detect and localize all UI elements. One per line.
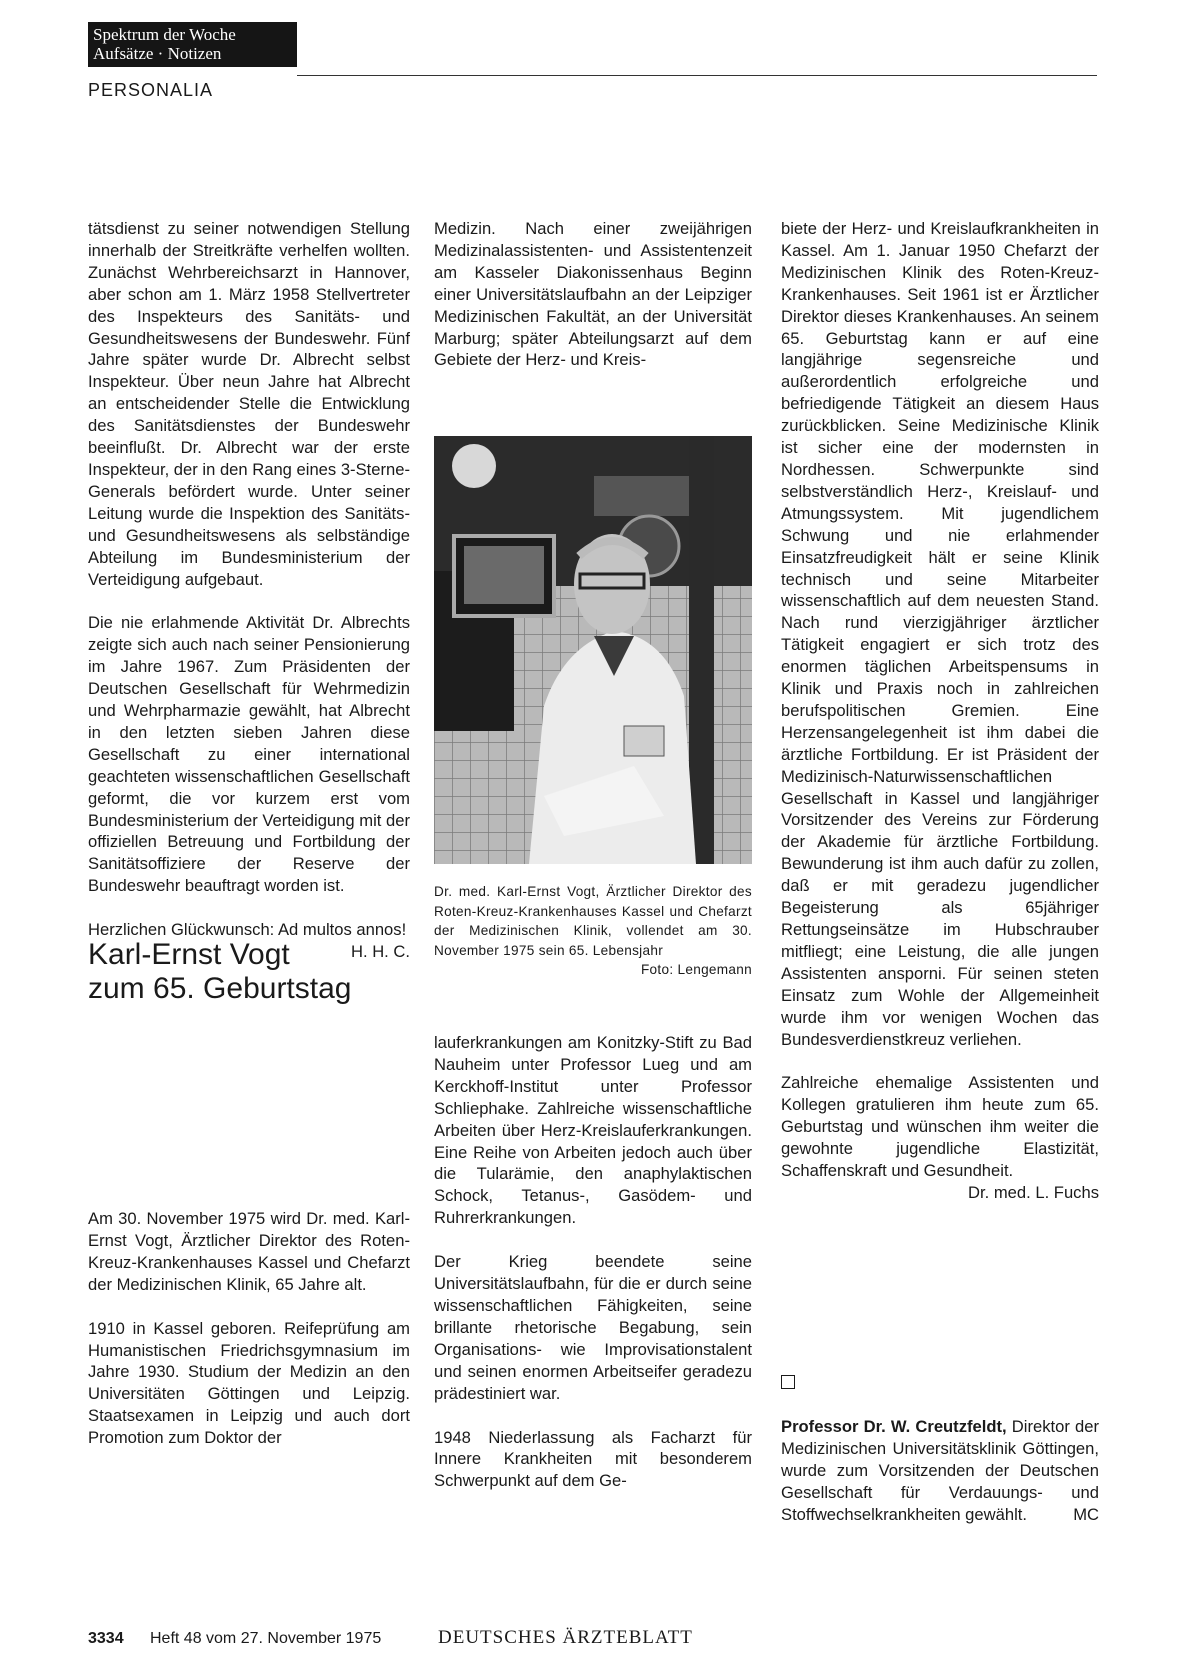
col3-congratulation-text: Zahlreiche ehemalige Assistenten und Kollegen gratulieren ihm heute zum 65. Geburtstag und wünschen ihm weiter die gewohnte jugendliche Elastizität, Schaffenskraft und Gesundheit. (781, 1073, 1099, 1181)
col3-paragraph-1: biete der Herz- und Kreislaufkrankheiten in Kassel. Am 1. Januar 1950 Chefarzt der Medizinischen Klinik des Roten-Kreuz-Krankenhauses. Seit 1961 ist er Ärztlicher Direktor dieses Krankenhauses. An seinem 65. Geburtstag kann er auf eine langjährige segensreiche und außerordentlich erfolgreiche und befriedigende Tätigkeit an diesem Haus zurückblicken. Seine Medizinische Klinik ist sicher eine der modernsten in Nordhessen. Schwerpunkte sind selbstverständlich Herz-, Kreislauf- und Atmungssystem. Mit jugendlichem Schwung und nie erlahmender Einsatzfreudigkeit hält er seine Klinik technisch und seine Mitarbeiter wissenschaftlich auf dem neuesten Stand. Nach rund vierzigjähriger ärztlicher Tätigkeit engagiert er sich trotz des enormen täglichen Arbeitspensums in Klinik und Praxis noch in zahlreichen berufspolitischen Gremien. Eine Herzensangelegenheit ist ihm dabei die ärztliche Fortbildung. Er ist Präsident der Medizinisch-Naturwissenschaftlichen Gesellschaft in Kassel und langjähriger Vorsitzender des Vereins zur Förderung der Akademie für ärztliche Fortbildung. Bewunderung ist ihm auch dafür zu zollen, daß er mit geradezu jugendlicher Begeisterung als 65jähriger Rettungseinsätze im Hubschrauber mitfliegt; eine Leistung, die alle jungen Assistenten ansporni. Für seinen steten Einsatz zum Wohle der Allgemeinheit wurde ihm vor wenigen Wochen das Bundesverdienstkreuz verliehen. (781, 219, 1099, 1049)
journal-name: DEUTSCHES ÄRZTEBLATT (438, 1627, 693, 1648)
header-rule (297, 75, 1097, 76)
notice-paragraph (781, 1416, 1099, 1526)
portrait-photo (434, 436, 752, 864)
col1-paragraph-5: 1910 in Kassel geboren. Reifeprüfung am Humanistischen Friedrichsgymnasium im Jahre 1930. Studium der Medizin an den Universitäten Göttingen und Leipzig. Staatsexamen in Leipzig und auch dort Promotion zum Doktor der (88, 1318, 410, 1448)
page-number: 3334 (88, 1630, 124, 1647)
photo-credit: Foto: Lengemann (640, 962, 752, 978)
col1-paragraph-1: tätsdienst zu seiner notwendigen Stellung innerhalb der Streitkräfte verhelfen wollten. Zunächst Wehrbereichsarzt in Hannover, aber schon am 1. März 1958 Stellvertreter des Inspekteurs des Sanitäts- und Gesundheitswesens der Bundeswehr. Fünf Jahre später wurde Dr. Albrecht selbst Inspekteur. Über neun Jahre hat Albrecht an entscheidender Stelle die Entwicklung des Sanitätsdienstes der Bundeswehr beeinflußt. Dr. Albrecht war der erste Inspekteur, der in den Rang eines 3-Sterne-Generals befördert wurde. Unter seiner Leitung wurde die Inspektion des Sanitäts- und Gesundheitswesens als selbständige Abteilung im Bundesministerium der Verteidigung aufgebaut. (88, 219, 410, 589)
caption-text: Dr. med. Karl-Ernst Vogt, Ärztlicher Direktor des Roten-Kreuz-Krankenhauses Kassel und Chefarzt der Medizinischen Klinik, vollendet am 30. November 1975 sein 65. Lebensjahr (434, 884, 752, 958)
notice-text: Direktor der Medizinischen Universitätsklinik Göttingen, wurde zum Vorsitzenden der Deutschen Gesellschaft für Verdauungs- und Stoffwechselkrankheiten gewählt. (781, 1417, 1099, 1524)
notice-signature: MC (1073, 1504, 1099, 1524)
col1-signature: H. H. C. (350, 942, 410, 962)
col1-greeting-text: Herzlichen Glückwunsch: Ad multos annos! (88, 920, 407, 940)
column-1-top (88, 218, 410, 963)
header-line-1: Spektrum der Woche (93, 25, 236, 44)
photo-caption (434, 882, 752, 980)
col2-paragraph-1: Medizin. Nach einer zweijährigen Medizinalassistenten- und Assistentenzeit am Kasseler Diakonissenhaus Beginn einer Universitätslaufbahn an der Leipziger Medizinischen Fakultät, an der Universität Marburg; später Abteilungsarzt auf dem Gebiete der Herz- und Kreis- (434, 219, 752, 370)
article-headline (88, 938, 418, 1006)
section-title: PERSONALIA (88, 80, 214, 100)
column-2-top (434, 218, 752, 371)
notice-name: Professor Dr. W. Creutzfeldt, (781, 1417, 1007, 1436)
col1-paragraph-4: Am 30. November 1975 wird Dr. med. Karl-Ernst Vogt, Ärztlicher Direktor des Roten-Kreuz-Krankenhauses Kassel und Chefarzt der Medizinischen Klinik, 65 Jahre alt. (88, 1209, 410, 1294)
article-end-mark (781, 1375, 795, 1389)
headline-line-1: Karl-Ernst Vogt (88, 938, 290, 971)
headline-line-2: zum 65. Geburtstag (88, 972, 352, 1005)
col2-paragraph-4: 1948 Niederlassung als Facharzt für Innere Krankheiten mit besonderem Schwerpunkt auf dem Ge- (434, 1427, 752, 1491)
header-label-box (88, 22, 297, 67)
column-2-bottom (434, 1032, 752, 1492)
issue-info: Heft 48 vom 27. November 1975 (150, 1630, 382, 1647)
personalia-notice (781, 1416, 1099, 1526)
col2-paragraph-3: Der Krieg beendete seine Universitätslaufbahn, für die er durch seine wissenschaftlichen Fähigkeiten, seine brillante rhetorische Begabung, sein Organisations- wie Improvisationstalent und seinen enormen Arbeitseifer geradezu prädestiniert war. (434, 1252, 752, 1403)
col2-paragraph-2: lauferkrankungen am Konitzky-Stift zu Bad Nauheim unter Professor Lueg und am Kerckhoff-Institut unter Professor Schliephake. Zahlreiche wissenschaftliche Arbeiten über Herz-Kreislauferkrankungen. Eine Reihe von Arbeiten jedoch auch über die Tularämie, den anaphylaktischen Schock, Tetanus-, Gasödem- und Ruhrerkrankungen. (434, 1033, 752, 1228)
column-1-bottom (88, 1208, 410, 1449)
col3-paragraph-2 (781, 1072, 1099, 1202)
column-3 (781, 218, 1099, 1204)
col3-signature: Dr. med. L. Fuchs (968, 1182, 1099, 1202)
header-line-2: Aufsätze · Notizen (93, 44, 222, 63)
col1-paragraph-2: Die nie erlahmende Aktivität Dr. Albrechts zeigte sich auch nach seiner Pensionierung im Jahre 1967. Zum Präsidenten der Deutschen Gesellschaft für Wehrmedizin und Wehrpharmazie gewählt, hat Albrecht in den letzten sieben Jahren diese Gesellschaft zu einer international geachteten wissenschaftlichen Gesellschaft geformt, die vor kurzem erst vom Bundesministerium der Verteidigung mit der offiziellen Betreuung und Fortbildung der Sanitätsoffiziere der Reserve der Bundeswehr beauftragt worden ist. (88, 613, 410, 896)
